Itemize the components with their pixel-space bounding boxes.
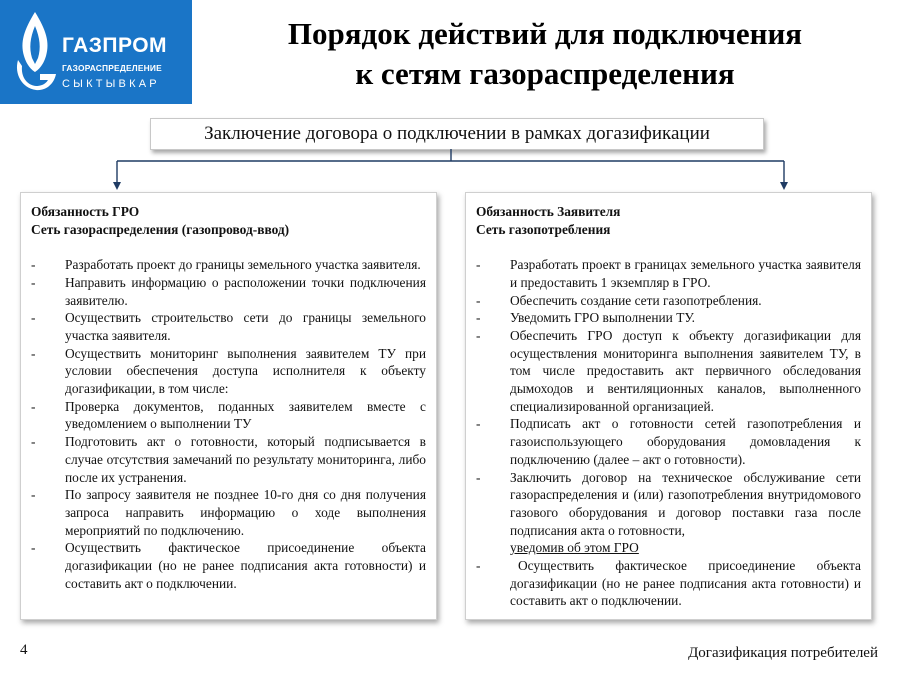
list-item: - Подготовить акт о готовности, который подписывается в случае отсутствия замечаний по результату мониторинга, либо после их устранения. <box>31 434 426 485</box>
applicant-header: Обязанность Заявителя <box>476 204 621 219</box>
list-item: - Обеспечить ГРО доступ к объекту догазификации для осуществления мониторинга выполнения заявителем ТУ, в том числе предоставить акт первичного обследования дымоходов и вентиляционных каналов, выполненного специализированной организацией. <box>476 327 861 414</box>
list-item: - Подписать акт о готовности сетей газопотребления и газоиспользующего оборудования домовладения к подключению (далее – акт о готовности). <box>476 416 861 467</box>
applicant-duties-panel <box>465 192 872 620</box>
list-item: - По запросу заявителя не позднее 10-го дня со дня получения запроса направить информацию о ходе выполнения мероприятий по подключению. <box>31 487 426 538</box>
footer-caption: Догазификация потребителей <box>688 645 878 661</box>
gro-duties-panel <box>20 192 437 620</box>
list-item: - Заключить договор на техническое обслуживание сети газораспределения и (или) газопотребления внутридомового газового оборудования и договор поставки газа после подписания акта о готовности, уведомив об этом ГРО <box>476 469 861 556</box>
arrow-left-icon <box>113 182 121 190</box>
gro-subheader: Сеть газораспределения (газопровод-ввод) <box>31 221 290 237</box>
list-item: - Обеспечить создание сети газопотребления. <box>476 292 762 308</box>
applicant-subheader: Сеть газопотребления <box>476 221 611 237</box>
contract-box: Заключение договора о подключении в рамках догазификации <box>150 118 764 150</box>
applicant-duties-list <box>476 256 861 610</box>
list-item: - Разработать проект в границах земельного участка заявителя и предоставить 1 экземпляр в ГРО. <box>476 257 861 290</box>
logo-city: СЫКТЫВКАР <box>62 78 160 90</box>
list-item: - Разработать проект до границы земельного участка заявителя. <box>31 257 421 273</box>
gro-duties-list <box>31 256 426 592</box>
page-number: 4 <box>20 642 28 658</box>
logo-subtitle: ГАЗОРАСПРЕДЕЛЕНИЕ <box>62 63 162 73</box>
list-item: - Осуществить строительство сети до границы земельного участка заявителя. <box>31 310 426 343</box>
flow-connectors <box>0 0 900 200</box>
title-line-1: Порядок действий для подключения <box>287 16 803 51</box>
gro-header: Обязанность ГРО <box>31 204 140 219</box>
list-item: - Осуществить фактическое присоединение объекта догазификации (но не ранее подписания акта готовности) и составить акт о подключении. <box>31 540 426 591</box>
title-line-2: к сетям газораспределения <box>355 56 735 91</box>
list-item: - Уведомить ГРО выполнении ТУ. <box>476 310 696 326</box>
list-item: - Направить информацию о расположении точки подключения заявителю. <box>31 274 426 308</box>
list-item: - Осуществить мониторинг выполнения заявителем ТУ при условии обеспечения доступа исполнителя к объекту догазификации, в том числе: <box>31 345 426 397</box>
list-item: - Проверка документов, поданных заявителем вместе с уведомлением о выполнении ТУ <box>31 398 426 432</box>
list-item: - Осуществить фактическое присоединение объекта догазификации (но не ранее подписания акта готовности) и составить акт о подключении. <box>476 558 861 609</box>
logo-brand: ГАЗПРОМ <box>62 34 168 57</box>
notify-gro-text: уведомив об этом ГРО <box>510 540 639 556</box>
arrow-right-icon <box>780 182 788 190</box>
